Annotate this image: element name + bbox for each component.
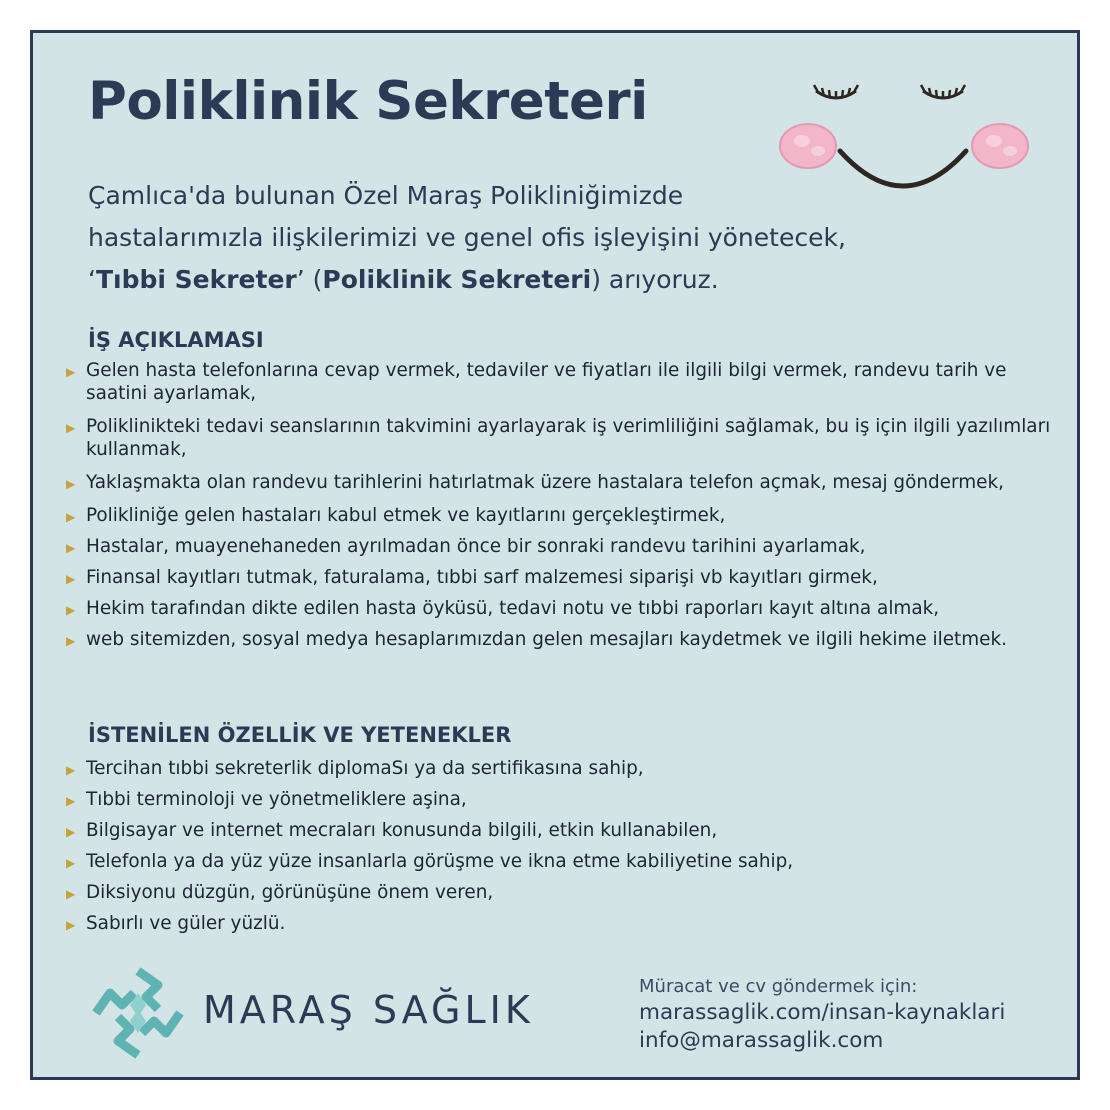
- bullet-triangle-icon: ▶: [66, 365, 76, 379]
- list-item: ▶ Finansal kayıtları tutmak, faturalama, tıbbi sarf malzemesi siparişi vb kayıtları girmek,: [66, 566, 1056, 589]
- contact-block: [639, 975, 1005, 1055]
- requirements-heading: İSTENİLEN ÖZELLİK VE YETENEKLER: [88, 723, 512, 747]
- position-alt-title-bold: Poliklinik Sekreteri: [322, 265, 592, 294]
- bullet-triangle-icon: ▶: [66, 603, 76, 617]
- bullet-triangle-icon: ▶: [66, 887, 76, 901]
- list-item: ▶ Diksiyonu düzgün, görünüşüne önem veren,: [66, 881, 1056, 904]
- list-item: ▶ Telefonla ya da yüz yüze insanlarla görüşme ve ikna etme kabiliyetine sahip,: [66, 850, 1056, 873]
- job-description-heading: İŞ AÇIKLAMASI: [88, 328, 264, 352]
- intro-line-3-end: ) arıyoruz.: [591, 265, 719, 294]
- intro-paragraph: [88, 175, 1048, 301]
- quote-close: ’ (: [296, 265, 323, 294]
- bullet-triangle-icon: ▶: [66, 634, 76, 648]
- bullet-triangle-icon: ▶: [66, 510, 76, 524]
- page-title: Poliklinik Sekreteri: [88, 71, 648, 132]
- bullet-triangle-icon: ▶: [66, 825, 76, 839]
- bullet-triangle-icon: ▶: [66, 763, 76, 777]
- list-item: ▶ Tercihan tıbbi sekreterlik diplomaSı ya da sertifikasına sahip,: [66, 757, 1056, 780]
- list-item: ▶ Yaklaşmakta olan randevu tarihlerini hatırlatmak üzere hastalara telefon açmak, mesaj göndermek,: [66, 471, 1056, 494]
- quote-open: ‘: [88, 265, 96, 294]
- list-item: ▶ Tıbbi terminoloji ve yönetmeliklere aşina,: [66, 788, 1056, 811]
- email-link[interactable]: info@marassaglik.com: [639, 1028, 884, 1053]
- bullet-triangle-icon: ▶: [66, 477, 76, 491]
- intro-line-1: Çamlıca'da bulunan Özel Maraş Polikliniğimizde: [88, 181, 684, 210]
- bullet-triangle-icon: ▶: [66, 794, 76, 808]
- website-link[interactable]: marassaglik.com/insan-kaynaklari: [639, 1000, 1006, 1025]
- list-item: ▶ Polikliniğe gelen hastaları kabul etmek ve kayıtlarını gerçekleştirmek,: [66, 504, 1056, 527]
- list-item: ▶ web sitemizden, sosyal medya hesaplarımızdan gelen mesajları kaydetmek ve ilgili hekime iletmek.: [66, 628, 1056, 651]
- bullet-triangle-icon: ▶: [66, 856, 76, 870]
- bullet-triangle-icon: ▶: [66, 918, 76, 932]
- list-item: ▶ Hastalar, muayenehaneden ayrılmadan önce bir sonraki randevu tarihini ayarlamak,: [66, 535, 1056, 558]
- job-description-list: [66, 359, 1056, 651]
- list-item: ▶ Gelen hasta telefonlarına cevap vermek, tedaviler ve fiyatları ile ilgili bilgi vermek, randevu tarih ve saatini ayarlamak,: [66, 360, 1007, 404]
- intro-line-2: hastalarımızla ilişkilerimizi ve genel ofis işleyişini yönetecek,: [88, 223, 846, 252]
- intro-line-3: [88, 259, 1048, 301]
- smiley-face-icon: [768, 51, 1038, 191]
- list-item: ▶ Poliklinikteki tedavi seanslarının takvimini ayarlayarak iş verimliliğini sağlamak, bu iş için ilgili yazılımları kullanmak,: [66, 416, 1051, 460]
- list-item: ▶ Bilgisayar ve internet mecraları konusunda bilgili, etkin kullanabilen,: [66, 819, 1056, 842]
- contact-label: Müracat ve cv göndermek için:: [639, 976, 918, 997]
- brand-name: MARAŞ SAĞLIK: [203, 988, 534, 1032]
- requirements-list: [66, 757, 1056, 935]
- poster-frame: [30, 30, 1080, 1080]
- bullet-triangle-icon: ▶: [66, 572, 76, 586]
- bullet-triangle-icon: ▶: [66, 541, 76, 555]
- list-item: ▶ Hekim tarafından dikte edilen hasta öyküsü, tedavi notu ve tıbbi raporları kayıt altına almak,: [66, 597, 1056, 620]
- maras-saglik-logo-icon: [88, 963, 188, 1063]
- bullet-triangle-icon: ▶: [66, 421, 76, 435]
- position-title-bold: Tıbbi Sekreter: [95, 265, 297, 294]
- list-item: ▶ Sabırlı ve güler yüzlü.: [66, 912, 1056, 935]
